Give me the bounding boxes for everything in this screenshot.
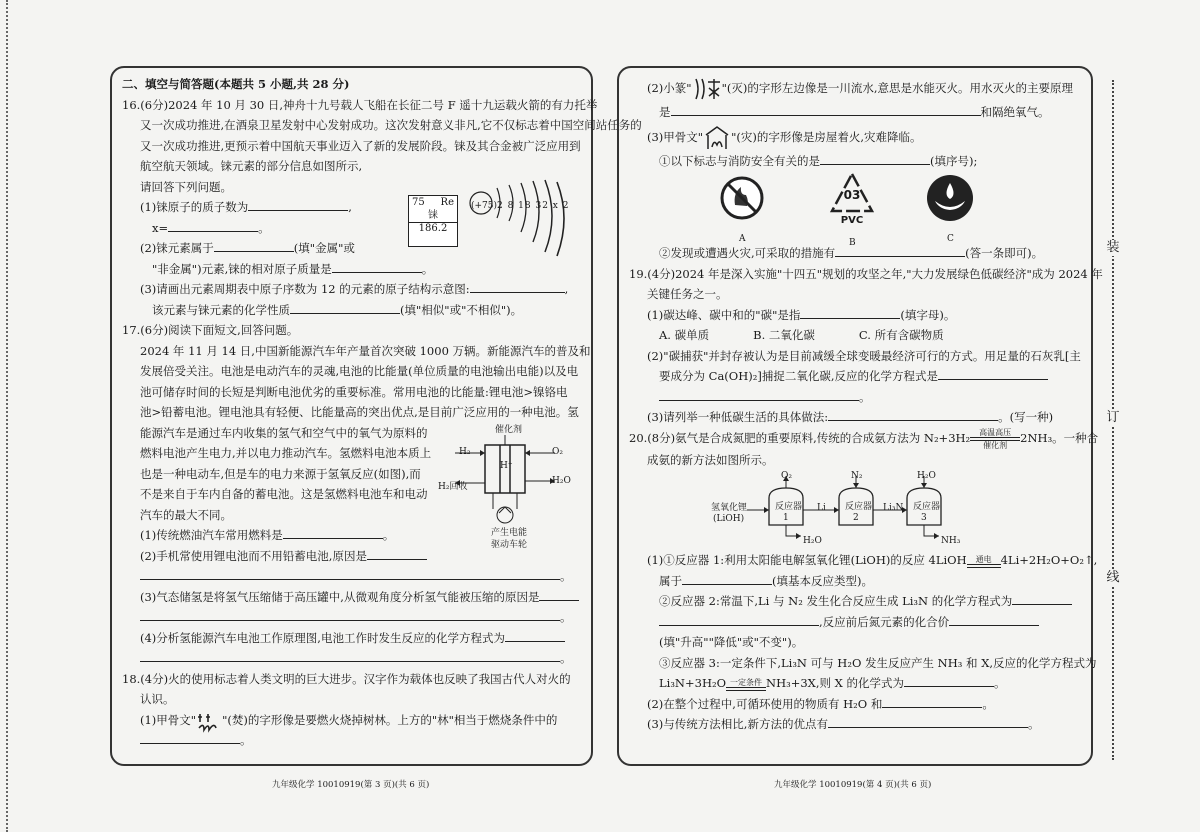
answer-blank[interactable] <box>671 102 981 116</box>
atom-structure-diagram <box>467 180 582 260</box>
q18-part2a: (2)小篆" <box>647 81 692 95</box>
q20-part1b: 4Li+2H₂O+O₂↑, <box>1000 553 1098 567</box>
answer-blank[interactable] <box>168 218 258 232</box>
q16-part3: (3)请画出元素周期表中原子序数为 12 的元素的原子结构示意图: <box>140 282 470 296</box>
element-atomic-number: 75 <box>412 197 425 208</box>
q18-part3f: (答一条即可)。 <box>965 246 1044 260</box>
q20-line2: 成氨的新方法如图所示。 <box>647 452 774 467</box>
reactor-1-number: 1 <box>783 513 789 523</box>
left-binding-dots <box>6 0 10 832</box>
q20-line1: 20.(8分)氨气是合成氮肥的重要原料,传统的合成氨方法为 N₂+3H₂ <box>629 430 971 445</box>
equation-condition <box>967 555 1001 568</box>
answer-blank[interactable] <box>682 571 772 585</box>
q17-line8: 也是一种电动车,但是车的电力来源于氢氧反应(如图),而 <box>140 466 421 481</box>
binding-margin <box>1106 80 1120 760</box>
fig-caption1: 产生电能 <box>491 528 528 538</box>
q20-part1e: ②反应器 2:常温下,Li 与 N₂ 发生化合反应生成 Li₃N 的化学方程式为 <box>659 594 1013 608</box>
q19-line2: 关键任务之一。 <box>647 287 728 301</box>
q20-part1c: 属于 <box>659 573 682 588</box>
recycle-text: PVC <box>840 215 864 226</box>
q19-part2b: 要成分为 Ca(OH)₂]捕捉二氧化碳,反应的化学方程式是 <box>659 369 938 383</box>
answer-blank[interactable] <box>214 238 294 252</box>
answer-blank[interactable] <box>1012 591 1072 605</box>
q18-part1b: "(焚)的字形像是要燃火烧掉树林。上方的"林"相当于燃烧条件中的 <box>222 712 558 727</box>
recycle-number: 03 <box>843 188 861 202</box>
q20-part2: (2)在整个过程中,可循环使用的物质有 H₂O 和 <box>647 696 883 711</box>
q16-part2b: (填"金属"或 <box>293 241 355 255</box>
q20-part1g: (填"升高""降低"或"不变")。 <box>659 635 804 649</box>
element-mass: 186.2 <box>409 222 457 235</box>
q19-part3: (3)请列举一种低碳生活的具体做法: <box>647 410 829 424</box>
q19-part2: (2)"碳捕获"并封存被认为是目前减缓全球变暖最经济可行的方式。用足量的石灰乳[主 <box>647 348 1081 363</box>
q18-line2: 认识。 <box>140 692 175 706</box>
flow-input-label: 氢氧化锂 <box>711 503 748 513</box>
fig-caption2: 驱动车轮 <box>491 540 528 550</box>
flow-li: Li <box>817 503 826 513</box>
sign-a-label: A <box>739 234 746 244</box>
q17-part4: (4)分析氢能源汽车电池工作原理图,电池工作时发生反应的化学方程式为 <box>140 630 505 645</box>
flow-h2o-out: H₂O <box>803 536 822 546</box>
q18-part2c: 是 <box>659 105 671 119</box>
q18-part3c: ①以下标志与消防安全有关的是 <box>659 153 820 168</box>
answer-blank[interactable] <box>290 300 400 314</box>
answer-blank[interactable] <box>140 648 560 662</box>
answer-blank[interactable] <box>820 151 930 165</box>
answer-blank[interactable] <box>904 673 994 687</box>
q18-part2b: "(灭)的字形左边像是一川流水,意思是水能灭火。用水灭火的主要原理 <box>721 81 1074 95</box>
no-fire-sign-icon[interactable] <box>719 175 765 228</box>
flow-h2o-in: H₂O <box>917 471 936 481</box>
right-page-footer: 九年级化学 10010919(第 4 页)(共 6 页) <box>774 780 932 790</box>
sign-c-label: C <box>947 234 954 244</box>
binding-char-xian: 线 <box>1106 570 1120 585</box>
fig-o2: O₂ <box>552 447 563 457</box>
oracle-fen-glyph-icon <box>196 712 222 730</box>
q16-part2c: "非金属")元素,铼的相对原子质量是 <box>152 261 332 276</box>
q17-line3: 发展倍受关注。电池是电动汽车的灵魂,电池的比能量(单位质量的电池输出电能)以及电 <box>140 364 579 378</box>
flow-n2: N₂ <box>851 471 863 481</box>
q19-option-c[interactable]: C. 所有含碳物质 <box>858 328 944 342</box>
answer-blank[interactable] <box>539 587 579 601</box>
answer-blank[interactable] <box>800 305 900 319</box>
section-title: 二、填空与简答题(本题共 5 小题,共 28 分) <box>122 77 350 91</box>
recycle-pvc-sign-icon[interactable] <box>826 171 878 233</box>
q19-line1: 19.(4分)2024 年是深入实施"十四五"规划的攻坚之年,"大力发展绿色低碳经济"成为 2024 年 <box>629 266 1103 281</box>
flow-o2: O₂ <box>781 471 792 481</box>
answer-blank[interactable] <box>248 197 348 211</box>
q19-part3b: 。(写一种) <box>998 410 1054 424</box>
fig-h2o: H₂O <box>552 476 571 486</box>
fig-h2: H₂ <box>459 447 471 457</box>
answer-blank[interactable] <box>659 387 859 401</box>
equation-condition <box>726 678 766 691</box>
q19-option-a[interactable]: A. 碳单质 <box>659 328 710 342</box>
q20-part1f: ,反应前后氮元素的化合价 <box>819 614 950 629</box>
flow-nh3: NH₃ <box>941 536 961 546</box>
left-page-panel: 二、填空与简答题(本题共 5 小题,共 28 分) 16.(6分)2024 年 10 月 30 日,神舟十九号载人飞船在长征二号 F 遥十九运载火箭的有力托举 又一次成功推进,在酒泉卫星发射中心发射成功。这次发射意义非凡,它不仅标志着中国空间站任务的 又一次成功推进,更预示着中国航天事业迈入了新的发展阶段。铼及其合金被广泛应用到 航空航天领域。铼元素的部分信息如图所示, 请回答下列问题。 (1)铼原子的质子数为 , x= 。 (2)铼元素属于 (填"金属"或 "非金属")元素,铼的相对原子质量是 。 (3)请画出元素周期表中原子序数为 12 的元素的原子结构示意图: , 该元素与铼元素的化学性质 (填"相似"或"不相似")。 17.(6分)阅读下面短文,回答问题。 2024 年 11 月 14 日,中国新能源汽车年产量首次突破 1000 万辆。新能源汽车的普及和 发展倍受关注。电池是电动汽车的灵魂,电池的比能量(单位质量的电池输出电能)以及电 池可储存时间的长短是判断电池优劣的重要标准。常用电池的比能量:锂电池>镍铬电 池>铅蓄电池。锂电池具有轻便、比能量高的突出优点,是目前广泛应用的一种电池。氢 能源汽车是通过车内收集的氢气和空气中的氧气为原料的 燃料电池产生电力,并以电力推动汽车。氢燃料电池本质上 也是一种电动车,但是车的电力来源于氢氧反应(如图),而 不是来自于车内自备的蓄电池。这是氢燃料电池车和电动 汽车的最大不同。 (1)传统燃油汽车常用燃料是 。 (2)手机常使用锂电池而不用铅蓄电池,原因是 。 (3)气态储氢是将氢气压缩储于高压罐中,从微观角度分析氢气能被压缩的原因是 。 (4)分析氢能源汽车电池工作原理图,电池工作时发生反应的化学方程式为 。 18.(4分)火的使用标志着人类文明的巨大进步。汉字作为载体也反映了我国古代人对火的 认识。 (1)甲骨文" "(焚)的字形像是要燃火烧掉树林。上方的"林"相当于燃烧条件中的 。 75 Re 铼 186.2 (+75) 2 8 18 32 x 2 催化剂 H₂ H⁺ O₂ H₂O H₂回收 产生电能 驱动车轮 <box>110 66 593 766</box>
q16-line1: 16.(6分)2024 年 10 月 30 日,神舟十九号载人飞船在长征二号 F 遥十九运载火箭的有力托举 <box>122 97 598 112</box>
reactor-2-label: 反应器 <box>845 502 873 512</box>
right-page-panel: (2)小篆" "(灭)的字形左边像是一川流水,意思是水能灭火。用水灭火的主要原理 是 和隔绝氧气。 (3)甲骨文" "(灾)的字形像是房屋着火,灾难降临。 ①以下标志与消防安全有关的是 (填序号); 03 PVC A B C ②发现或遭遇火灾,可采取的措施有 (答一条即可)。 19.(4分)2024 年是深入实施"十四五"规划的攻坚之年,"大力发展绿色低碳经济"成为 2024 年 关键任务之一。 (1)碳达峰、碳中和的"碳"是指 (填字母)。 A. 碳单质 B. 二氧化碳 C. 所有含碳物质 (2)"碳捕获"并封存被认为是目前减缓全球变暖最经济可行的方式。用足量的石灰乳[主 要成分为 Ca(OH)₂]捕捉二氧化碳,反应的化学方程式是 。 (3)请列举一种低碳生活的具体做法: 。(写一种) 20.(8分)氨气是合成氮肥的重要原料,传统的合成氨方法为 N₂+3H₂ 高温高压 催化剂 2NH₃。一种合 成氨的新方法如图所示。 氢氧化锂 (LiOH) 反应器 1 反应器 2 反应器 3 O₂ N₂ H₂O Li Li₃N H₂O NH₃ (1)①反应器 1:利用太阳能电解氢氧化锂(LiOH)的反应 4LiOH 通电 4Li+2H₂O+O₂↑, 属于 (填基本反应类型)。 ②反应器 2:常温下,Li 与 N₂ 发生化合反应生成 Li₃N 的化学方程式为 ,反应前后氮元素的化合价 (填"升高""降低"或"不变")。 ③反应器 3:一定条件下,Li₃N 可与 H₂O 发生反应产生 NH₃ 和 X,反应的化学方程式为 Li₃N+3H₂O 一定条件 NH₃+3X,则 X 的化学式为 。 (2)在整个过程中,可循环使用的物质有 H₂O 和 。 (3)与传统方法相比,新方法的优点有 。 <box>617 66 1093 766</box>
safety-signs-row <box>629 171 1081 248</box>
binding-char-ding: 订 <box>1106 410 1120 425</box>
answer-blank[interactable] <box>505 628 565 642</box>
element-name: 铼 <box>428 210 438 221</box>
q18-part3d: (填序号); <box>930 153 978 168</box>
answer-blank[interactable] <box>140 730 240 744</box>
answer-blank[interactable] <box>367 546 427 560</box>
q16-part3c: (填"相似"或"不相似")。 <box>400 302 523 317</box>
fig-hplus: H⁺ <box>500 461 513 471</box>
atom-shells-label: 2 8 18 32 x 2 <box>497 201 570 211</box>
q17-line7: 燃料电池产生电力,并以电力推动汽车。氢燃料电池本质上 <box>140 446 432 460</box>
answer-blank[interactable] <box>949 612 1039 626</box>
q16-line3: 又一次成功推进,更预示着中国航天事业迈入了新的发展阶段。铼及其合金被广泛应用到 <box>140 138 581 153</box>
answer-blank[interactable] <box>828 714 1028 728</box>
reactor-3-label: 反应器 <box>913 502 941 512</box>
q16-line5: 请回答下列问题。 <box>140 179 232 194</box>
q17-part1: (1)传统燃油汽车常用燃料是 <box>140 528 283 542</box>
oracle-zai-glyph-icon <box>703 125 731 151</box>
water-saving-sign-icon[interactable] <box>925 173 975 230</box>
q17-line2: 2024 年 11 月 14 日,中国新能源汽车年产量首次突破 1000 万辆。新能源汽车的普及和 <box>140 343 591 358</box>
flow-input-formula: (LiOH) <box>713 514 745 524</box>
answer-blank[interactable] <box>470 279 565 293</box>
q18-line1: 18.(4分)火的使用标志着人类文明的巨大进步。汉字作为载体也反映了我国古代人对火的 <box>122 671 571 686</box>
fig-h2-recovery: H₂回收 <box>438 482 468 492</box>
q20-part1j: NH₃+3X,则 X 的化学式为 <box>766 676 905 690</box>
reactor-3-number: 3 <box>921 513 927 523</box>
q17-part2: (2)手机常使用锂电池而不用铅蓄电池,原因是 <box>140 548 367 563</box>
q20-part1i: Li₃N+3H₂O <box>659 676 727 690</box>
element-card <box>408 195 458 247</box>
answer-blank[interactable] <box>828 407 998 421</box>
atom-core-label: (+75) <box>471 201 498 211</box>
answer-blank[interactable] <box>332 259 422 273</box>
reactor-1-label: 反应器 <box>775 502 803 512</box>
binding-char-zhuang: 装 <box>1106 240 1120 255</box>
answer-blank[interactable] <box>140 607 560 621</box>
cond-top: 高温高压 <box>979 427 1012 437</box>
answer-blank[interactable] <box>283 525 383 539</box>
q16-line4: 航空航天领域。铼元素的部分信息如图所示, <box>140 159 363 173</box>
q20-part1h: ③反应器 3:一定条件下,Li₃N 可与 H₂O 发生反应产生 NH₃ 和 X,反应的化学方程式为 <box>659 655 1097 670</box>
q17-line9: 不是来自于车内自备的蓄电池。这是氢燃料电池车和电动 <box>140 487 428 501</box>
seal-mie-glyph-icon <box>692 76 722 102</box>
answer-blank[interactable] <box>938 366 1048 380</box>
sign-b-label: B <box>849 238 856 248</box>
q18-part2d: 和隔绝氧气。 <box>980 105 1050 119</box>
q18-part3e: ②发现或遭遇火灾,可采取的措施有 <box>659 246 836 260</box>
q16-part1: (1)铼原子的质子数为 <box>140 200 249 214</box>
q16-line2: 又一次成功推进,在酒泉卫星发射中心发射成功。这次发射意义非凡,它不仅标志着中国空间站任务的 <box>140 118 642 132</box>
q20-line1b: 2NH₃。一种合 <box>1020 430 1099 445</box>
q20-part1: (1)①反应器 1:利用太阳能电解氢氧化锂(LiOH)的反应 4LiOH <box>647 553 967 567</box>
cond-bottom: 催化剂 <box>983 440 1008 450</box>
q17-part3: (3)气态储氢是将氢气压缩储于高压罐中,从微观角度分析氢气能被压缩的原因是 <box>140 589 540 604</box>
q17-line10: 汽车的最大不同。 <box>140 507 232 522</box>
flow-li3n: Li₃N <box>883 503 904 513</box>
q19-option-b[interactable]: B. 二氧化碳 <box>753 328 815 342</box>
q17-line5: 池>铅蓄电池。锂电池具有轻便、比能量高的突出优点,是目前广泛应用的一种电池。氢 <box>140 405 579 419</box>
q16-part1b: x= <box>152 220 169 235</box>
answer-blank[interactable] <box>659 612 819 626</box>
q19-part1b: (填字母)。 <box>900 307 956 322</box>
q18-part3b: "(灾)的字形像是房屋着火,灾难降临。 <box>731 129 922 144</box>
q17-line4: 池可储存时间的长短是判断电池优劣的重要标准。常用电池的比能量:锂电池>镍铬电 <box>140 384 568 399</box>
q17-line1: 17.(6分)阅读下面短文,回答问题。 <box>122 323 299 337</box>
equation-condition <box>970 428 1020 450</box>
ammonia-flow-diagram <box>629 470 1081 550</box>
cond-electrolysis: 通电 <box>975 554 992 564</box>
left-page-footer: 九年级化学 10010919(第 3 页)(共 6 页) <box>272 780 430 790</box>
q18-part1a: (1)甲骨文" <box>140 712 197 727</box>
reactor-2-number: 2 <box>853 513 859 523</box>
cond-certain: 一定条件 <box>730 677 763 687</box>
element-symbol: Re <box>440 197 454 208</box>
q19-part1: (1)碳达峰、碳中和的"碳"是指 <box>647 307 801 322</box>
q17-line6: 能源汽车是通过车内收集的氢气和空气中的氧气为原料的 <box>140 425 428 440</box>
answer-blank[interactable] <box>882 694 982 708</box>
answer-blank[interactable] <box>140 566 560 580</box>
q20-part3: (3)与传统方法相比,新方法的优点有 <box>647 717 828 731</box>
q16-part2: (2)铼元素属于 <box>140 241 214 255</box>
q18-part3a: (3)甲骨文" <box>647 129 704 144</box>
q16-part3b: 该元素与铼元素的化学性质 <box>152 302 290 317</box>
q20-part1d: (填基本反应类型)。 <box>772 573 873 588</box>
fig-catalyst: 催化剂 <box>495 425 523 435</box>
